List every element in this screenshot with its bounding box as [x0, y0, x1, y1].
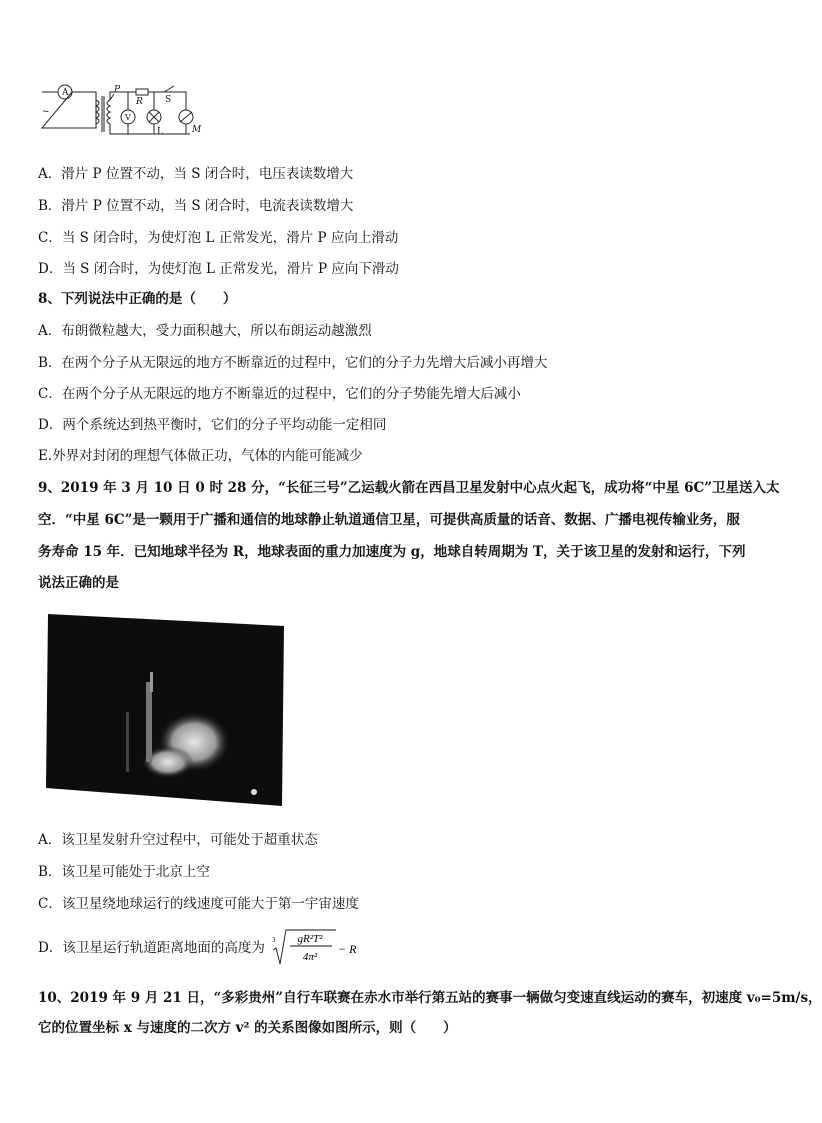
- q9-stem-line-4: 说法正确的是: [38, 575, 119, 591]
- q10-stem-line-1: 10、2019 年 9 月 21 日，“多彩贵州”自行车联赛在赤水市举行第五站的赛事一辆做匀变速直线运动的赛车，初速度 v₀=5m/s，: [38, 990, 822, 1006]
- formula-numerator: gR²T²: [297, 933, 323, 945]
- q8-stem: 8、下列说法中正确的是（ ）: [38, 291, 237, 307]
- ac-source-label: ~: [42, 107, 50, 117]
- circuit-diagram: [36, 82, 200, 144]
- q7-option-a: A．滑片 P 位置不动，当 S 闭合时，电压表读数增大: [38, 166, 354, 182]
- q8-option-c: C．在两个分子从无限远的地方不断靠近的过程中，它们的分子势能先增大后减小: [38, 386, 521, 402]
- q8-option-d: D．两个系统达到热平衡时，它们的分子平均动能一定相同: [38, 417, 387, 433]
- q7-option-d: D．当 S 闭合时，为使灯泡 L 正常发光，滑片 P 应向下滑动: [38, 261, 399, 277]
- switch-label: S: [165, 95, 172, 105]
- q9-stem-line-1: 9、2019 年 3 月 10 日 0 时 28 分，“长征三号”乙运载火箭在西昌卫星发射中心点火起飞，成功将“中星 6C”卫星送入太: [38, 480, 780, 496]
- lamp-label: L: [157, 127, 163, 137]
- voltmeter-label: V: [125, 113, 131, 122]
- motor-label: M: [192, 125, 202, 135]
- q9-option-d: D．该卫星运行轨道距离地面的高度为: [38, 940, 265, 956]
- formula-tail: − R: [338, 942, 357, 956]
- q9-option-c: C．该卫星绕地球运行的线速度可能大于第一宇宙速度: [38, 896, 359, 912]
- formula-denominator: 4π²: [302, 951, 318, 963]
- ammeter-label: A: [62, 88, 69, 98]
- q8-option-e: E.外界对封闭的理想气体做正功，气体的内能可能减少: [38, 448, 363, 464]
- rocket-launch-photo: [46, 612, 286, 808]
- q9-stem-line-3: 务寿命 15 年．已知地球半径为 R，地球表面的重力加速度为 g，地球自转周期为 T，关于该卫星的发射和运行，下列: [38, 544, 746, 560]
- q8-option-b: B．在两个分子从无限远的地方不断靠近的过程中，它们的分子力先增大后减小再增大: [38, 355, 548, 371]
- q8-option-a: A．布朗微粒越大，受力面积越大，所以布朗运动越激烈: [38, 323, 372, 339]
- q10-stem-line-2: 它的位置坐标 x 与速度的二次方 v² 的关系图像如图所示，则（ ）: [38, 1020, 457, 1036]
- height-formula: [272, 928, 362, 968]
- resistor-symbol: [136, 89, 148, 95]
- resistor-label: R: [136, 97, 143, 107]
- q9-option-a: A．该卫星发射升空过程中，可能处于超重状态: [38, 832, 318, 848]
- q9-option-b: B．该卫星可能处于北京上空: [38, 864, 210, 880]
- slider-label: P: [114, 85, 121, 95]
- q9-stem-line-2: 空．“中星 6C”是一颗用于广播和通信的地球静止轨道通信卫星，可提供高质量的话音、数据、广播电视传输业务，服: [38, 512, 740, 528]
- q7-option-b: B．滑片 P 位置不动，当 S 闭合时，电流表读数增大: [38, 198, 354, 214]
- root-index: 3: [272, 936, 276, 944]
- q7-option-c: C．当 S 闭合时，为使灯泡 L 正常发光，滑片 P 应向上滑动: [38, 230, 399, 246]
